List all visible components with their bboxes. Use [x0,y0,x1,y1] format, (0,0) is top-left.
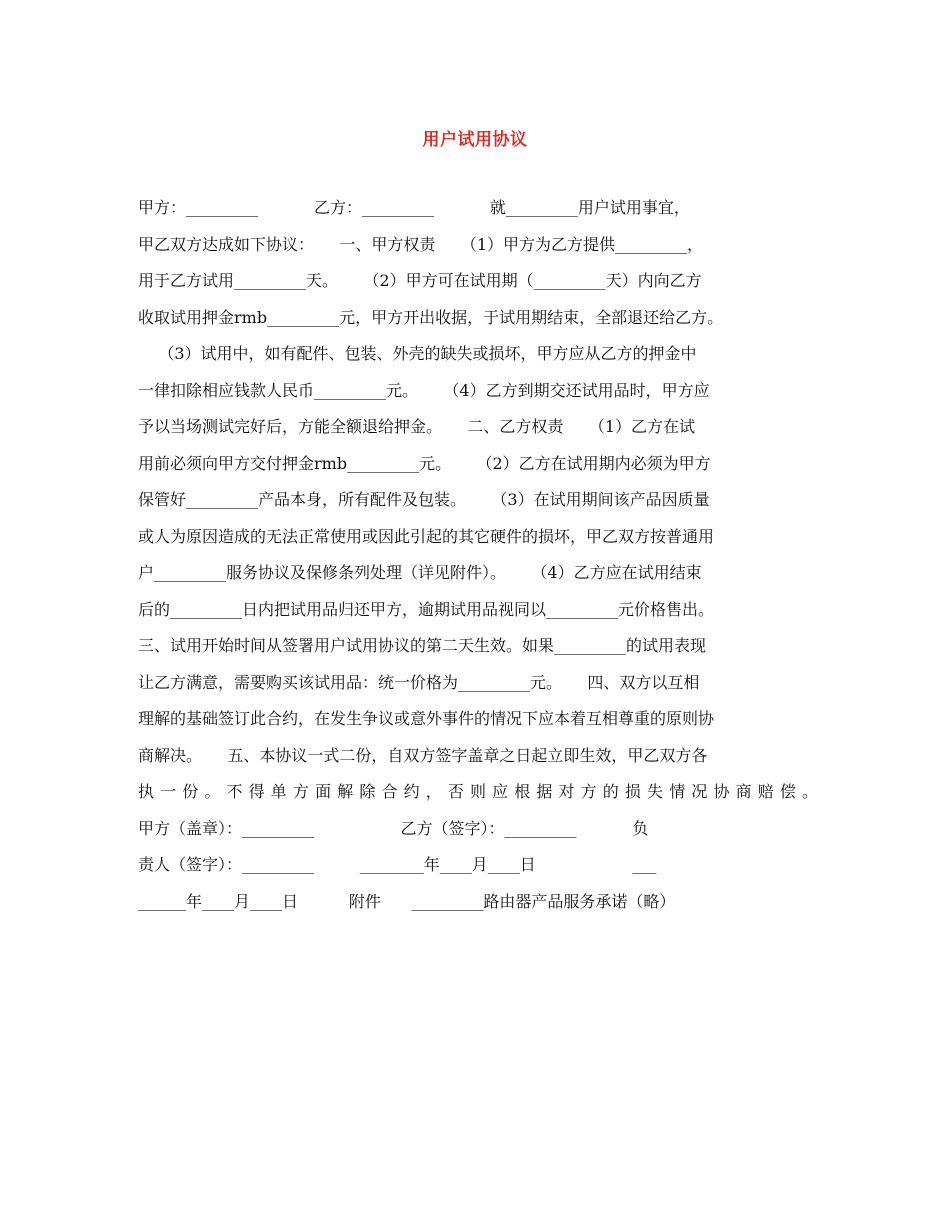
body-line: 保管好_________产品本身，所有配件及包装。 （3）在试用期间该产品因质量 [138,490,710,509]
body-line: 予以当场测试完好后，方能全额退给押金。 二、乙方权责 （1）乙方在试 [138,417,696,436]
document-title: 用户试用协议 [422,130,528,150]
agreement-body [138,190,818,920]
body-line: 甲方：_________ 乙方：_________ 就_________用户试用事宜， [138,198,690,217]
body-line: 理解的基础签订此合约，在发生争议或意外事件的情况下应本着互相尊重的原则协 [138,709,715,728]
body-line: 甲乙双方达成如下协议： 一、甲方权责 （1）甲方为乙方提供_________， [138,234,704,254]
body-line: 执一份。不得单方面解除合约，否则应根据对方的损失情况协商赔偿。 [138,782,818,801]
body-line: 后的_________日内把试用品归还甲方，逾期试用品视同以_________元价格售出。 [138,599,715,619]
date-attachment-line: ______年____月____日 附件 _________路由器产品服务承诺（略） [138,891,676,911]
body-line: （3）试用中，如有配件、包装、外壳的缺失或损坏，甲方应从乙方的押金中 [138,344,697,363]
signature-line: 甲方（盖章）：_________ 乙方（签字）：_________ 负 [138,818,649,838]
body-line: 用于乙方试用_________天。 （2）甲方可在试用期（_________天）内向乙方 [138,271,702,290]
body-line: 三、试用开始时间从签署用户试用协议的第二天生效。如果_________的试用表现 [138,636,707,655]
body-line: 或人为原因造成的无法正常使用或因此引起的其它硬件的损坏，甲乙双方按普通用 [138,526,715,546]
body-line: 收取试用押金rmb_________元，甲方开出收据，于试用期结束，全部退还给乙方。 [138,307,724,327]
body-line: 一律扣除相应钱款人民币_________元。 （4）乙方到期交还试用品时，甲方应 [138,380,710,400]
body-line: 商解决。 五、本协议一式二份，自双方签字盖章之日起立即生效，甲乙双方各 [138,745,708,765]
body-line: 户_________服务协议及保修条列处理（详见附件）。 （4）乙方应在试用结束 [138,563,702,582]
body-line: 让乙方满意，需要购买该试用品：统一价格为_________元。 四、双方以互相 [138,672,700,692]
signature-line: 责人（签字）：_________ ________年____月____日 ___ [138,855,657,874]
body-line: 用前必须向甲方交付押金rmb_________元。 （2）乙方在试用期内必须为甲方 [138,453,711,473]
